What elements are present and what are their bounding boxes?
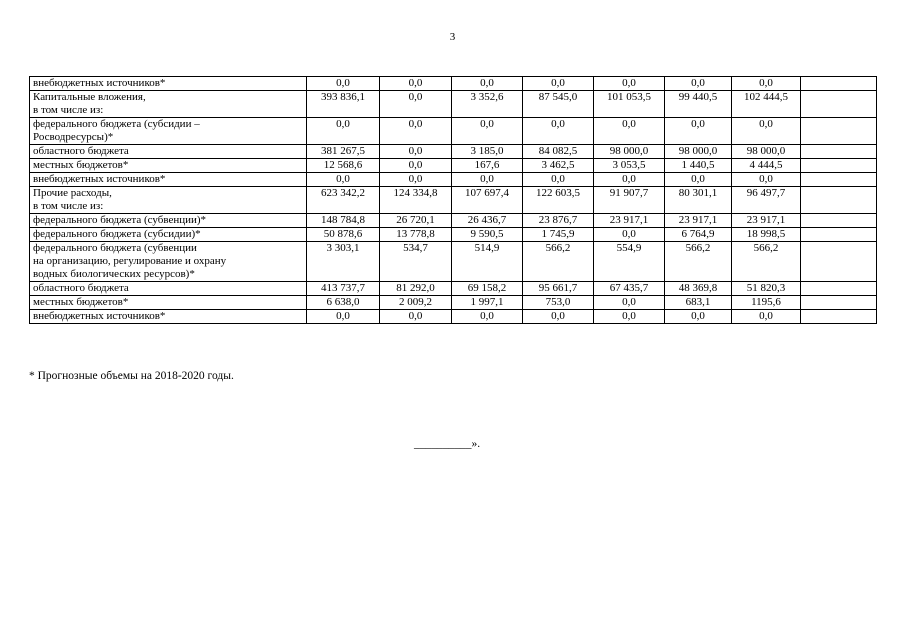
table-row [30,187,877,214]
value-cell [801,187,877,214]
value-cell: 0,0 [380,310,452,324]
value-cell [801,159,877,173]
value-cell: 12 568,6 [307,159,380,173]
table-row [30,228,877,242]
value-cell: 0,0 [665,118,732,145]
value-cell: 3 185,0 [452,145,523,159]
value-cell: 3 462,5 [523,159,594,173]
value-cell: 167,6 [452,159,523,173]
table-row [30,173,877,187]
value-cell: 381 267,5 [307,145,380,159]
value-cell: 1 997,1 [452,296,523,310]
row-label: Капитальные вложения, в том числе из: [30,91,307,118]
value-cell: 23 917,1 [594,214,665,228]
value-cell: 6 764,9 [665,228,732,242]
value-cell: 0,0 [380,77,452,91]
value-cell: 566,2 [523,242,594,282]
value-cell: 102 444,5 [732,91,801,118]
value-cell: 96 497,7 [732,187,801,214]
table-row [30,91,877,118]
value-cell: 0,0 [307,310,380,324]
row-label: областного бюджета [30,145,307,159]
value-cell: 0,0 [307,173,380,187]
value-cell: 26 436,7 [452,214,523,228]
value-cell: 0,0 [452,173,523,187]
table-row [30,214,877,228]
value-cell: 9 590,5 [452,228,523,242]
value-cell: 87 545,0 [523,91,594,118]
value-cell: 0,0 [380,173,452,187]
value-cell [801,173,877,187]
table-row [30,118,877,145]
value-cell: 0,0 [732,118,801,145]
value-cell: 23 917,1 [732,214,801,228]
value-cell: 18 998,5 [732,228,801,242]
value-cell: 683,1 [665,296,732,310]
value-cell: 95 661,7 [523,282,594,296]
value-cell: 413 737,7 [307,282,380,296]
value-cell: 1195,6 [732,296,801,310]
value-cell: 3 303,1 [307,242,380,282]
value-cell [801,242,877,282]
value-cell: 3 352,6 [452,91,523,118]
value-cell: 0,0 [380,145,452,159]
value-cell: 753,0 [523,296,594,310]
value-cell: 51 820,3 [732,282,801,296]
value-cell: 0,0 [452,118,523,145]
footnote: * Прогнозные объемы на 2018-2020 годы. [29,370,234,382]
value-cell: 534,7 [380,242,452,282]
row-label: федерального бюджета (субвенции на организацию, регулирование и охрану водных биологических ресурсов)* [30,242,307,282]
value-cell [801,282,877,296]
value-cell: 0,0 [452,77,523,91]
value-cell: 0,0 [594,118,665,145]
value-cell: 23 917,1 [665,214,732,228]
table-row [30,159,877,173]
value-cell: 107 697,4 [452,187,523,214]
value-cell: 122 603,5 [523,187,594,214]
value-cell: 124 334,8 [380,187,452,214]
value-cell: 566,2 [665,242,732,282]
value-cell: 98 000,0 [594,145,665,159]
table-row [30,282,877,296]
row-label: областного бюджета [30,282,307,296]
table-row [30,145,877,159]
value-cell [801,77,877,91]
value-cell: 84 082,5 [523,145,594,159]
value-cell [801,145,877,159]
value-cell: 99 440,5 [665,91,732,118]
value-cell: 23 876,7 [523,214,594,228]
value-cell: 0,0 [732,77,801,91]
table-row [30,77,877,91]
value-cell: 3 053,5 [594,159,665,173]
value-cell: 50 878,6 [307,228,380,242]
value-cell [801,296,877,310]
page-number: 3 [449,31,456,43]
value-cell: 0,0 [665,173,732,187]
value-cell: 98 000,0 [732,145,801,159]
value-cell: 0,0 [523,118,594,145]
closing-mark: __________». [414,438,481,450]
value-cell: 2 009,2 [380,296,452,310]
value-cell [801,214,877,228]
value-cell: 0,0 [594,296,665,310]
value-cell [801,228,877,242]
value-cell: 623 342,2 [307,187,380,214]
value-cell: 1 745,9 [523,228,594,242]
table-row [30,310,877,324]
row-label: внебюджетных источников* [30,310,307,324]
value-cell: 67 435,7 [594,282,665,296]
value-cell: 69 158,2 [452,282,523,296]
value-cell: 4 444,5 [732,159,801,173]
value-cell: 566,2 [732,242,801,282]
value-cell: 393 836,1 [307,91,380,118]
value-cell [801,91,877,118]
value-cell: 0,0 [523,310,594,324]
row-label: внебюджетных источников* [30,77,307,91]
value-cell: 0,0 [380,159,452,173]
value-cell: 80 301,1 [665,187,732,214]
value-cell: 554,9 [594,242,665,282]
value-cell: 0,0 [452,310,523,324]
value-cell: 0,0 [594,228,665,242]
value-cell: 0,0 [732,173,801,187]
value-cell: 0,0 [665,310,732,324]
value-cell: 0,0 [380,91,452,118]
row-label: местных бюджетов* [30,296,307,310]
row-label: местных бюджетов* [30,159,307,173]
table-row [30,296,877,310]
row-label: федерального бюджета (субсидии)* [30,228,307,242]
value-cell: 1 440,5 [665,159,732,173]
row-label: Прочие расходы, в том числе из: [30,187,307,214]
value-cell: 0,0 [523,173,594,187]
table-row [30,242,877,282]
value-cell: 0,0 [307,118,380,145]
value-cell: 101 053,5 [594,91,665,118]
value-cell: 0,0 [594,77,665,91]
value-cell: 0,0 [380,118,452,145]
value-cell: 13 778,8 [380,228,452,242]
value-cell: 0,0 [523,77,594,91]
value-cell: 0,0 [594,310,665,324]
value-cell: 0,0 [732,310,801,324]
row-label: федерального бюджета (субсидии – Росводресурсы)* [30,118,307,145]
value-cell [801,118,877,145]
budget-table [29,76,877,324]
value-cell: 26 720,1 [380,214,452,228]
value-cell: 6 638,0 [307,296,380,310]
row-label: федерального бюджета (субвенции)* [30,214,307,228]
value-cell: 514,9 [452,242,523,282]
value-cell: 48 369,8 [665,282,732,296]
row-label: внебюджетных источников* [30,173,307,187]
value-cell: 91 907,7 [594,187,665,214]
value-cell: 0,0 [665,77,732,91]
value-cell: 0,0 [594,173,665,187]
value-cell [801,310,877,324]
value-cell: 81 292,0 [380,282,452,296]
value-cell: 98 000,0 [665,145,732,159]
value-cell: 0,0 [307,77,380,91]
value-cell: 148 784,8 [307,214,380,228]
